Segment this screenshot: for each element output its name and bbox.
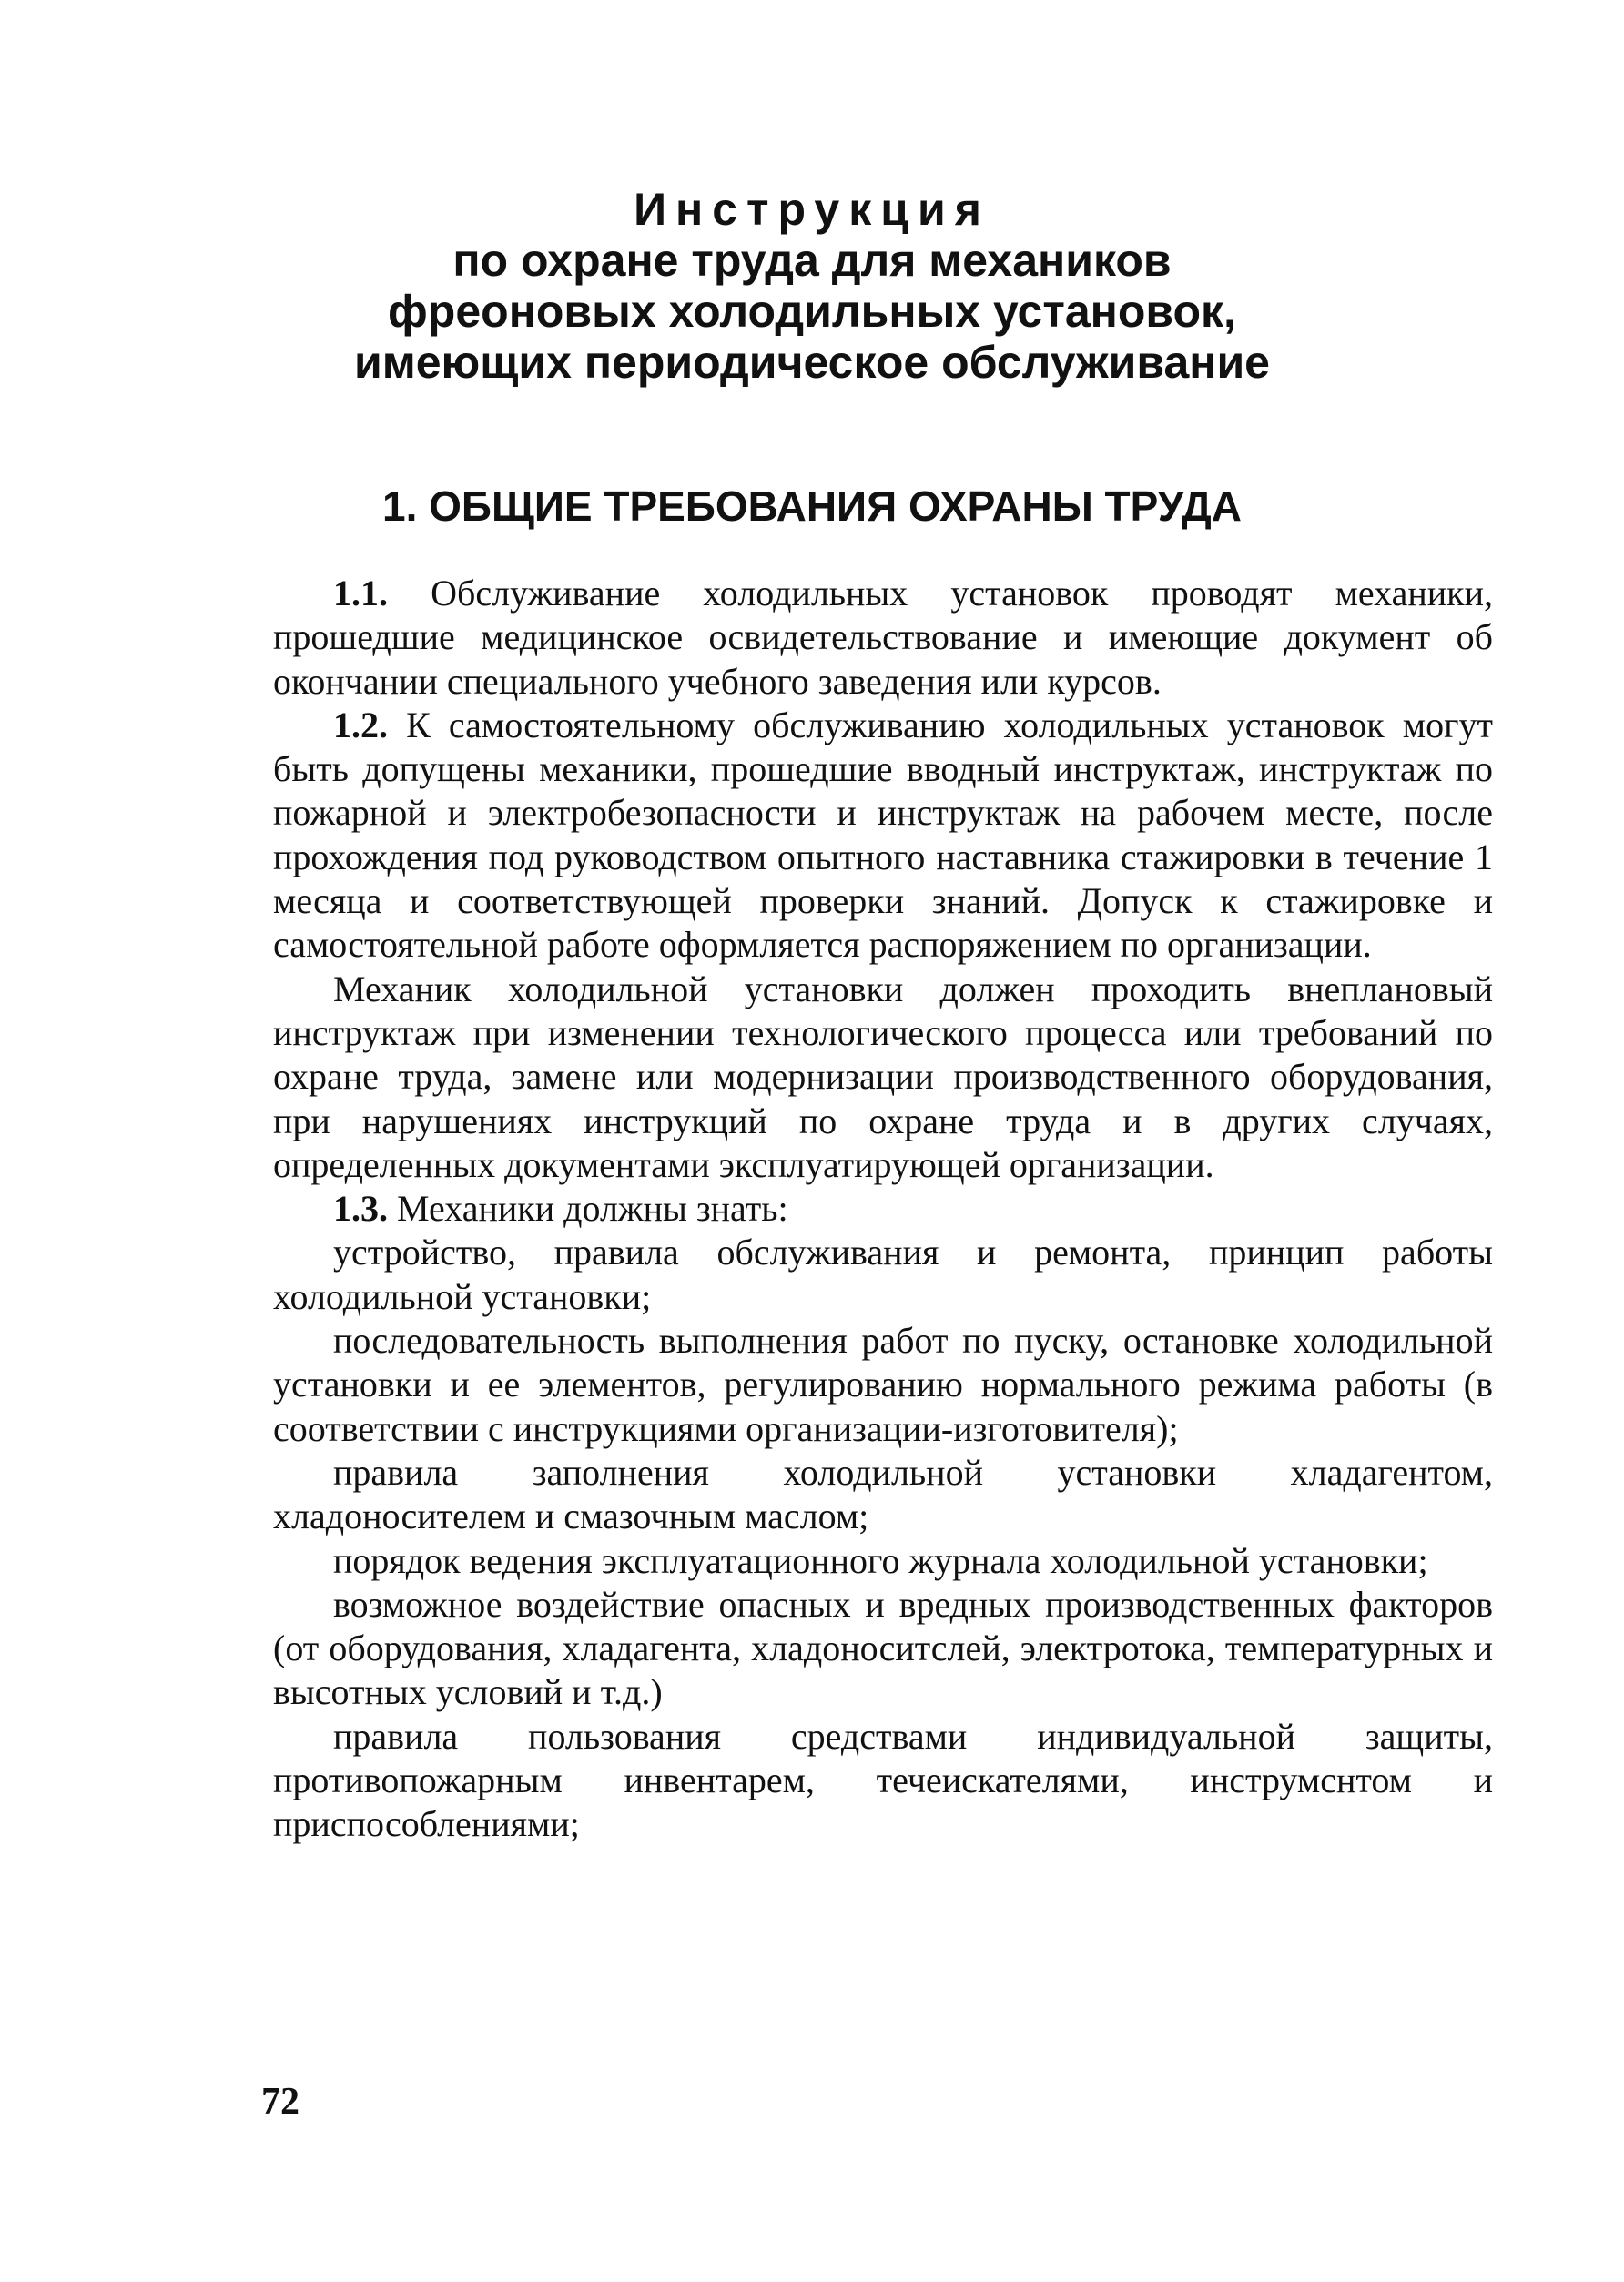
clause-number: 1.2.	[333, 704, 388, 745]
paragraph-text: последовательность выполнения работ по пуску, остановке холодильной установки и ее элементов, регулированию нормального режима работы (в соответствии с инструкциями организации-изготовителя);	[273, 1320, 1493, 1449]
list-item	[273, 1715, 1493, 1847]
paragraph-text: правила заполнения холодильной установки хладагентом, хладоносителем и смазочным маслом;	[273, 1451, 1493, 1537]
paragraph-unscheduled-briefing	[273, 968, 1493, 1187]
paragraph-text: Механики должны знать:	[388, 1188, 788, 1230]
list-item	[273, 1583, 1493, 1715]
paragraph-text: Обслуживание холодильных установок проводят механики, прошедшие медицинское освидетельствование и имеющие документ об окончании специального учебного заведения или курсов.	[273, 573, 1493, 702]
title-heading: Инструкция	[634, 184, 990, 235]
list-item	[273, 1231, 1493, 1319]
paragraph-text: Механик холодильной установки должен проходить внеплановый инструктаж при изменении технологического процесса или требований по охране труда, замене или модернизации производственного оборудования, при нарушениях инструкций по охране труда и в других случаях, определенных документами эксплуатирующей организации.	[273, 968, 1493, 1185]
paragraph-text: порядок ведения эксплуатационного журнала холодильной установки;	[333, 1539, 1428, 1581]
clause-number: 1.3.	[333, 1188, 388, 1230]
title-line-3: имеющих периодическое обслуживание	[353, 337, 1270, 388]
list-item	[273, 1451, 1493, 1539]
paragraph-1-1	[273, 572, 1493, 704]
paragraph-text: возможное воздействие опасных и вредных производственных факторов (от оборудования, хладагента, хладоноситслей, электротока, температурных и высотных условий и т.д.)	[273, 1583, 1493, 1713]
list-item	[273, 1539, 1493, 1583]
title-line-1: по охране труда для механиков	[452, 235, 1172, 286]
clause-number: 1.1.	[333, 573, 388, 614]
section-heading: 1. ОБЩИЕ ТРЕБОВАНИЯ ОХРАНЫ ТРУДА	[381, 482, 1242, 530]
title-line-2: фреоновых холодильных установок,	[388, 286, 1236, 337]
body-text	[273, 572, 1493, 1847]
page-number: 72	[261, 2081, 299, 2123]
document-title	[0, 184, 1624, 388]
paragraph-text: К самостоятельному обслуживанию холодильных установок могут быть допущены механики, прошедшие вводный инструктаж, инструктаж по пожарной и электробезопасности и инструктаж на рабочем месте, после прохождения под руководством опытного наставника стажировки в течение 1 месяца и соответствующей проверки знаний. Допуск к стажировке и самостоятельной работе оформляется распоряжением по организации.	[273, 704, 1493, 966]
paragraph-text: устройство, правила обслуживания и ремонта, принцип работы холодильной установки;	[273, 1232, 1493, 1317]
paragraph-text: правила пользования средствами индивидуальной защиты, противопожарным инвентарем, течеискателями, инструмснтом и приспособлениями;	[273, 1715, 1493, 1845]
list-item	[273, 1319, 1493, 1451]
paragraph-1-3	[273, 1187, 1493, 1231]
paragraph-1-2	[273, 704, 1493, 968]
